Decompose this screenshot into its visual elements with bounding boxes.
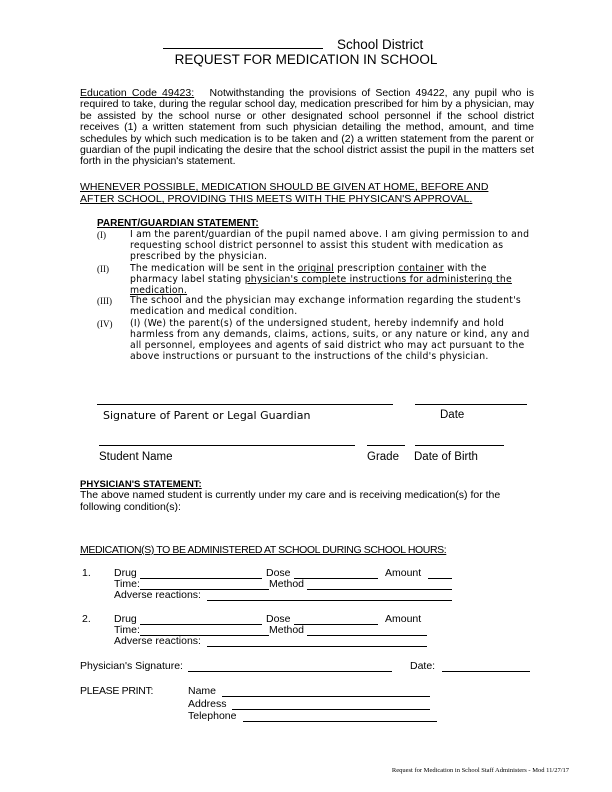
physician-signature-field[interactable] bbox=[188, 671, 392, 672]
container-underline: container bbox=[398, 263, 444, 274]
medication-1-amount-label: Amount bbox=[385, 567, 422, 579]
print-name-field[interactable] bbox=[222, 696, 430, 697]
parent-statement-item-2: The medication will be sent in the original prescription container with the pharmacy label stating physician's complete instructions for administering the medication. bbox=[130, 263, 512, 296]
parent-statement-item-3: The school and the physician may exchange information regarding the student's medication and medical condition. bbox=[130, 295, 521, 317]
date-of-birth-field[interactable] bbox=[415, 445, 504, 446]
original-underline: original bbox=[297, 263, 335, 274]
medication-1-drug-label: Drug bbox=[114, 567, 137, 579]
education-code-text: Notwithstanding the provisions of Section 49422, any pupil who is required to take, during the regular school day, medication prescribed for him by a physician, may be assisted by the school nurse or other designated school personnel if the school district receives (1) a written statement from such physician detailing the method, amount, and time schedules by which such medication is to be taken and (2) a written statement from the parent or guardian of the pupil indicating the desire that the school district assist the pupil in the matters set forth in the physician's statement. bbox=[80, 87, 534, 168]
medications-heading: MEDICATION(S) TO BE ADMINISTERED AT SCHOOL DURING SCHOOL HOURS: bbox=[80, 544, 447, 556]
medication-2-dose-label: Dose bbox=[266, 613, 291, 625]
medication-1-number: 1. bbox=[82, 567, 91, 579]
grade-label: Grade bbox=[367, 451, 399, 463]
print-address-field[interactable] bbox=[232, 709, 430, 710]
medication-2-adverse-label: Adverse reactions: bbox=[114, 635, 201, 647]
education-code-ref: Education Code 49423: bbox=[80, 87, 195, 99]
item-number: (IV) bbox=[97, 319, 113, 329]
page-footer: Request for Medication in School Staff Administers - Mod 11/27/17 bbox=[391, 767, 569, 774]
please-print-label: PLEASE PRINT: bbox=[80, 685, 154, 697]
grade-field[interactable] bbox=[367, 445, 405, 446]
medication-2-dose-field[interactable] bbox=[294, 624, 378, 625]
medication-1-time-label: Time: bbox=[114, 578, 140, 590]
medication-1-dose-label: Dose bbox=[266, 567, 291, 579]
physician-signature-label: Physician's Signature: bbox=[80, 660, 183, 672]
medication-1-amount-field[interactable] bbox=[428, 578, 452, 579]
parent-statement-item-1: I am the parent/guardian of the pupil named above. I am giving permission to and requesting school district personnel to assist this student with medication as prescribed by the physician. bbox=[130, 229, 530, 262]
parent-signature-field[interactable] bbox=[97, 404, 393, 405]
medication-2-time-label: Time: bbox=[114, 624, 140, 636]
parent-statement-heading: PARENT/GUARDIAN STATEMENT: bbox=[97, 218, 259, 229]
item-number: (II) bbox=[97, 264, 109, 274]
medication-1-method-field[interactable] bbox=[307, 589, 452, 590]
print-name-label: Name bbox=[188, 685, 217, 697]
medication-1-method-label: Method bbox=[269, 578, 305, 590]
physician-date-label: Date: bbox=[410, 660, 436, 672]
medication-1-adverse-field[interactable] bbox=[207, 600, 452, 601]
medication-2-method-label: Method bbox=[269, 624, 305, 636]
medication-2-adverse-field[interactable] bbox=[207, 646, 427, 647]
medication-2-drug-field[interactable] bbox=[140, 624, 262, 625]
parent-date-label: Date bbox=[440, 409, 465, 421]
parent-statement-item-4: (I) (We) the parent(s) of the undersigned student, hereby indemnify and hold harmless from any demands, claims, actions, suits, or any nature or kind, any and all personnel, employees and agents of said district who may act pursuant to the above instructions or pursuant to the instructions of the child's physician. bbox=[130, 318, 530, 362]
medication-1-dose-field[interactable] bbox=[294, 578, 378, 579]
date-of-birth-label: Date of Birth bbox=[414, 451, 478, 463]
medication-2-amount-label: Amount bbox=[385, 613, 422, 625]
physician-date-field[interactable] bbox=[442, 671, 530, 672]
medication-1-drug-field[interactable] bbox=[140, 578, 262, 579]
item-number: (I) bbox=[97, 230, 106, 240]
medication-1-adverse-label: Adverse reactions: bbox=[114, 589, 201, 601]
parent-date-field[interactable] bbox=[415, 404, 527, 405]
instructions-underline: physician's complete instructions for administering the medication. bbox=[130, 274, 512, 296]
medication-2-method-field[interactable] bbox=[307, 635, 427, 636]
medication-2-number: 2. bbox=[82, 613, 91, 625]
district-name-field[interactable] bbox=[163, 48, 323, 49]
student-name-label: Student Name bbox=[99, 451, 173, 463]
print-telephone-label: Telephone bbox=[188, 710, 237, 722]
notice-line-2: AFTER SCHOOL, PROVIDING THIS MEETS WITH THE PHYSICAN'S APPROVAL. bbox=[80, 193, 473, 205]
print-address-label: Address bbox=[188, 698, 227, 710]
physician-statement-text: The above named student is currently under my care and is receiving medication(s) for the following condition(s): bbox=[80, 489, 501, 513]
parent-signature-label: Signature of Parent or Legal Guardian bbox=[103, 409, 311, 422]
student-name-field[interactable] bbox=[99, 445, 355, 446]
medication-2-drug-label: Drug bbox=[114, 613, 137, 625]
print-telephone-field[interactable] bbox=[243, 721, 437, 722]
page-title: REQUEST FOR MEDICATION IN SCHOOL bbox=[174, 52, 438, 67]
district-label: School District bbox=[337, 37, 424, 52]
item-number: (III) bbox=[97, 296, 112, 306]
education-code-paragraph bbox=[80, 88, 534, 168]
notice-line-1: WHENEVER POSSIBLE, MEDICATION SHOULD BE GIVEN AT HOME, BEFORE AND bbox=[80, 181, 489, 193]
physician-statement-heading: PHYSICIAN'S STATEMENT: bbox=[80, 479, 202, 490]
